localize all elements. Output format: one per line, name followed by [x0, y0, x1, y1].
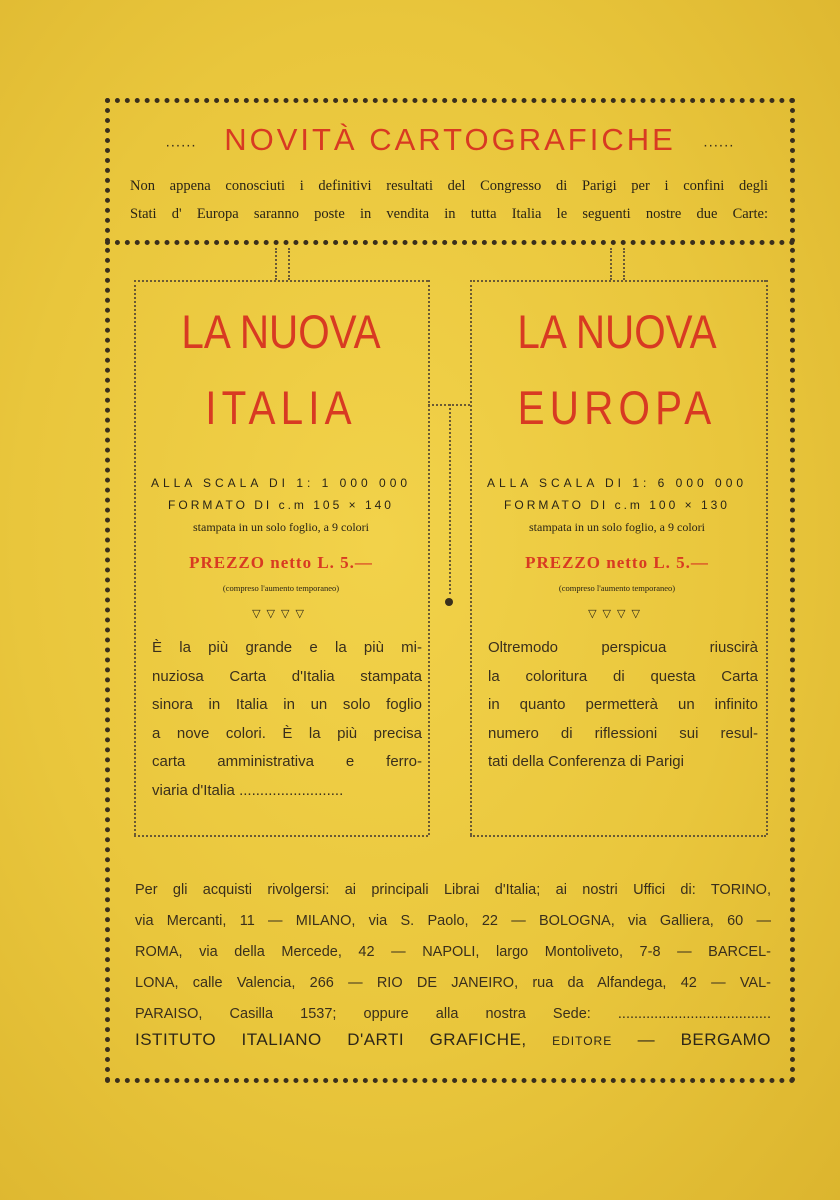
description-line: tati della Conferenza di Parigi	[488, 753, 684, 770]
ornament-icon: ▽▽▽▽	[588, 608, 646, 620]
description-line: numero di riflessioni sui resul-	[488, 724, 758, 742]
map-title-line1: LA NUOVA	[517, 305, 717, 358]
outer-border-top	[105, 98, 795, 103]
title-dots-left: ......	[165, 133, 197, 151]
description-line: viaria d'Italia .........................	[152, 781, 344, 799]
publisher-name: ISTITUTO ITALIANO D'ARTI GRAFICHE,	[135, 1030, 527, 1049]
page-title	[105, 122, 795, 158]
intro-text	[130, 172, 768, 228]
map-price-note: (compreso l'aumento temporaneo)	[558, 583, 676, 593]
map-scale: ALLA SCALA DI 1: 1 000 000	[150, 476, 412, 490]
map-print-info: stampata in un solo foglio, a 9 colori	[529, 520, 705, 534]
title-dots-right: ......	[703, 133, 735, 151]
publisher-separator: —	[637, 1030, 656, 1049]
bridge-dot	[445, 598, 453, 606]
map-title-line1: LA NUOVA	[181, 305, 381, 358]
map-title-line2: ITALIA	[205, 381, 357, 434]
panel-left-border-right	[428, 280, 430, 835]
map-scale: ALLA SCALA DI 1: 6 000 000	[486, 476, 748, 490]
ornament-icon: ▽▽▽▽	[252, 608, 310, 620]
map-price: PREZZO netto L. 5.—	[189, 553, 373, 572]
panel-right-border-right	[766, 280, 768, 835]
publisher-line	[135, 1030, 771, 1050]
map-price-note: (compreso l'aumento temporaneo)	[222, 583, 340, 593]
footer-line: LONA, calle Valencia, 266 — RIO DE JANEIRO, rua da Alfandega, 42 — VAL-	[135, 975, 771, 991]
map-description	[470, 634, 764, 777]
panel-right-border-bottom	[470, 835, 766, 837]
publisher-city: BERGAMO	[680, 1030, 771, 1049]
connector-right-b	[623, 248, 625, 280]
footer-line: via Mercanti, 11 — MILANO, via S. Paolo, 22 — BOLOGNA, via Galliera, 60 —	[135, 913, 771, 929]
purchase-info	[135, 875, 771, 1030]
outer-border-bottom	[105, 1078, 795, 1083]
description-line: a nove colori. È la più precisa	[152, 724, 422, 742]
intro-line: Non appena conosciuti i definitivi resultati del Congresso di Parigi per i confini degli	[130, 178, 768, 194]
description-line: in quanto permetterà un infinito	[488, 696, 758, 713]
description-line: carta amministrativa e ferro-	[152, 753, 422, 770]
panel-left-border-bottom	[134, 835, 428, 837]
map-panel-europa	[470, 280, 764, 835]
footer-line: PARAISO, Casilla 1537; oppure alla nostra Sede: ......................................	[135, 1006, 771, 1022]
description-line: Oltremodo perspicua riuscirà	[488, 639, 758, 656]
map-price: PREZZO netto L. 5.—	[525, 553, 709, 572]
map-description	[134, 634, 428, 805]
footer-line: Per gli acquisti rivolgersi: ai principali Librai d'Italia; ai nostri Uffici di: TORINO,	[135, 882, 771, 898]
description-line: È la più grande e la più mi-	[152, 639, 422, 656]
publisher-role: EDITORE	[552, 1034, 613, 1048]
map-print-info: stampata in un solo foglio, a 9 colori	[193, 520, 369, 534]
connector-left-a	[275, 248, 277, 280]
description-line: la coloritura di questa Carta	[488, 667, 758, 685]
intro-line: Stati d' Europa saranno poste in vendita in tutta Italia le seguenti nostre due Carte:	[130, 206, 768, 222]
map-panel-italia	[134, 280, 428, 835]
title-text: NOVITÀ CARTOGRAFICHE	[224, 122, 676, 157]
map-format: FORMATO DI c.m 100 × 130	[504, 498, 730, 512]
footer-line: ROMA, via della Mercede, 42 — NAPOLI, largo Montoliveto, 7-8 — BARCEL-	[135, 944, 771, 960]
connector-left-b	[288, 248, 290, 280]
map-title-line2: EUROPA	[517, 381, 717, 434]
outer-border-right	[790, 98, 795, 1083]
description-line: nuziosa Carta d'Italia stampata	[152, 667, 422, 685]
map-format: FORMATO DI c.m 105 × 140	[168, 498, 394, 512]
panel-bridge-stem	[449, 404, 451, 594]
description-line: sinora in Italia in un solo foglio	[152, 696, 422, 713]
header-divider	[105, 240, 795, 245]
outer-border-left	[105, 98, 110, 1083]
connector-right-a	[610, 248, 612, 280]
